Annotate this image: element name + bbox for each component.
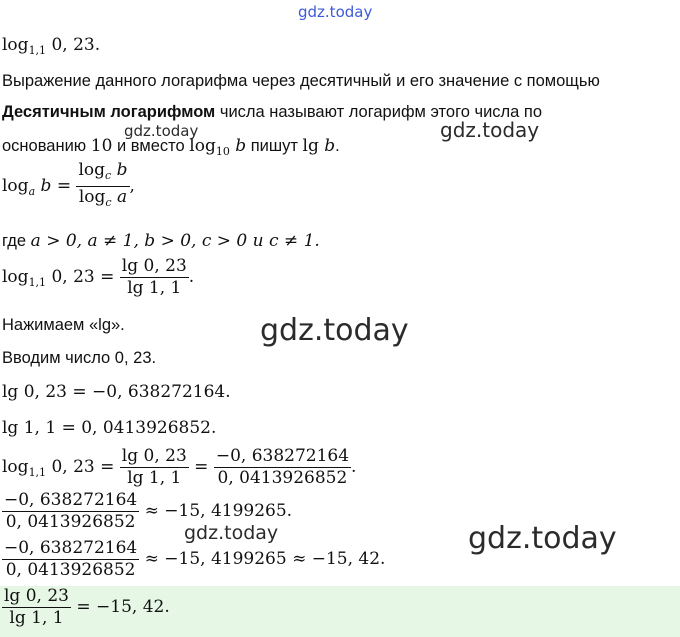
instruction-enter-number: Вводим число 0, 23. <box>2 349 157 367</box>
watermark: gdz.today <box>260 313 409 348</box>
approximation-2: $\frac{-0, 638272164}{0, 0413926852}$ ≈ −15, 4199265 ≈ −15, 42. <box>4 538 386 580</box>
watermark: gdz.today <box>298 3 373 21</box>
definition-term: Десятичным логарифмом <box>2 103 216 121</box>
instruction-press-lg: Нажимаем «lg». <box>2 316 125 334</box>
watermark: gdz.today <box>184 522 279 544</box>
intro-text: Выражение данного логарифма через десятичный и его значение с помощью <box>2 72 600 90</box>
lg-0-23-result: lg 0, 23 = −0, 638272164. <box>2 382 231 402</box>
approximation-1: $\frac{-0, 638272164}{0, 0413926852}$ ≈ −15, 4199265. <box>4 490 293 532</box>
conditions: где a > 0, a ≠ 1, b > 0, c > 0 и c ≠ 1. <box>2 231 320 251</box>
watermark: gdz.today <box>440 118 540 142</box>
definition-line-1 <box>2 102 542 122</box>
change-of-base-formula: $\log_a b$ = $\frac{\log_c b}{\log_c a}$ , <box>2 160 135 213</box>
step-2: $\log_{1,1} 0$, 23 = $\frac{\lg 0, 23}{\lg 1, 1}$ = $\frac{-0, 638272164}{0, 0413926852}$ . <box>2 446 357 488</box>
step-1: $\log_{1,1} 0$, 23 = $\frac{\lg 0, 23}{\lg 1, 1}$ . <box>2 256 195 298</box>
problem-statement: $\log_{1,1} 0$, 23. <box>2 35 101 57</box>
watermark: gdz.today <box>468 521 617 556</box>
final-answer: $\frac{\lg 0, 23}{\lg 1, 1}$ = −15, 42. <box>4 586 170 628</box>
lg-1-1-result: lg 1, 1 = 0, 0413926852. <box>2 418 217 438</box>
definition-text: числа называют логарифм этого числа по <box>215 103 543 121</box>
watermark: gdz.today <box>124 122 199 140</box>
definition-line-2: основанию 10 и вместо $\log_{10} b$ пишут lg b. <box>2 136 340 158</box>
